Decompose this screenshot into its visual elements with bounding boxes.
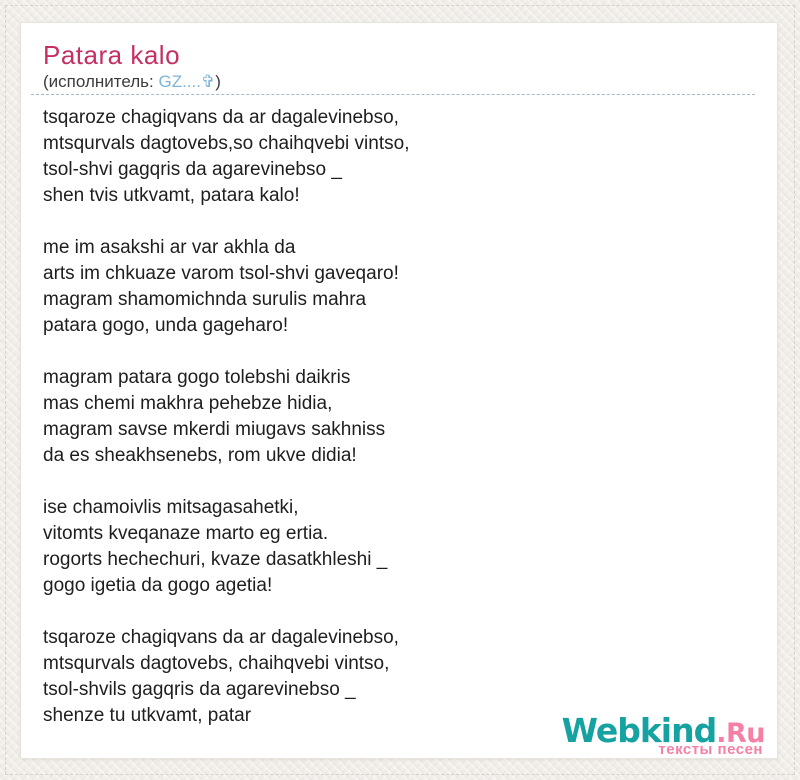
- lyrics-line: tsqaroze chagiqvans da ar dagalevinebso,: [43, 626, 399, 648]
- logo-tagline: тексты песен: [658, 741, 763, 758]
- stanza: [43, 105, 755, 209]
- lyrics-line: gogo igetia da gogo agetia!: [43, 574, 273, 596]
- lyrics-line: shen tvis utkvamt, patara kalo!: [43, 184, 300, 206]
- lyrics-line: me im asakshi ar var akhla da: [43, 236, 296, 258]
- lyrics-line: mtsqurvals dagtovebs,so chaihqvebi vintso,: [43, 132, 410, 154]
- artist-link[interactable]: GZ....✞: [158, 71, 216, 91]
- lyrics-line: arts im chkuaze varom tsol-shvi gaveqaro!: [43, 262, 399, 284]
- logo-ru-text: .Ru: [716, 718, 765, 749]
- artist-close-paren: ): [215, 71, 221, 91]
- header-separator: [31, 94, 755, 95]
- lyrics-line: rogorts hechechuri, kvaze dasatkhleshi _: [43, 548, 388, 570]
- stanza: [43, 365, 755, 469]
- lyrics-line: mtsqurvals dagtovebs, chaihqvebi vintso,: [43, 652, 390, 674]
- lyrics-line: mas chemi makhra pehebze hidia,: [43, 392, 333, 414]
- lyrics: [43, 105, 755, 729]
- lyrics-line: shenze tu utkvamt, patar: [43, 704, 252, 726]
- lyrics-line: da es sheakhsenebs, rom ukve didia!: [43, 444, 357, 466]
- lyrics-line: magram savse mkerdi miugavs sakhniss: [43, 418, 386, 440]
- webkind-logo[interactable]: [561, 711, 765, 758]
- content-card: [20, 22, 778, 759]
- lyrics-line: tsol-shvils gagqris da agarevinebso _: [43, 678, 356, 700]
- logo-webkind-text: Webkind: [561, 711, 717, 750]
- lyrics-line: ise chamoivlis mitsagasahetki,: [43, 496, 299, 518]
- lyrics-line: magram shamomichnda surulis mahra: [43, 288, 367, 310]
- stanza: [43, 235, 755, 339]
- lyrics-line: tsqaroze chagiqvans da ar dagalevinebso,: [43, 106, 399, 128]
- lyrics-line: magram patara gogo tolebshi daikris: [43, 366, 351, 388]
- stanza: [43, 495, 755, 599]
- page-title: Patara kalo: [43, 40, 181, 70]
- lyrics-line: patara gogo, unda gageharo!: [43, 314, 289, 336]
- lyrics-line: tsol-shvi gagqris da agarevinebso _: [43, 158, 342, 180]
- artist-line: [43, 72, 755, 91]
- artist-label: (исполнитель:: [43, 71, 159, 91]
- lyrics-line: vitomts kveqanaze marto eg ertia.: [43, 522, 329, 544]
